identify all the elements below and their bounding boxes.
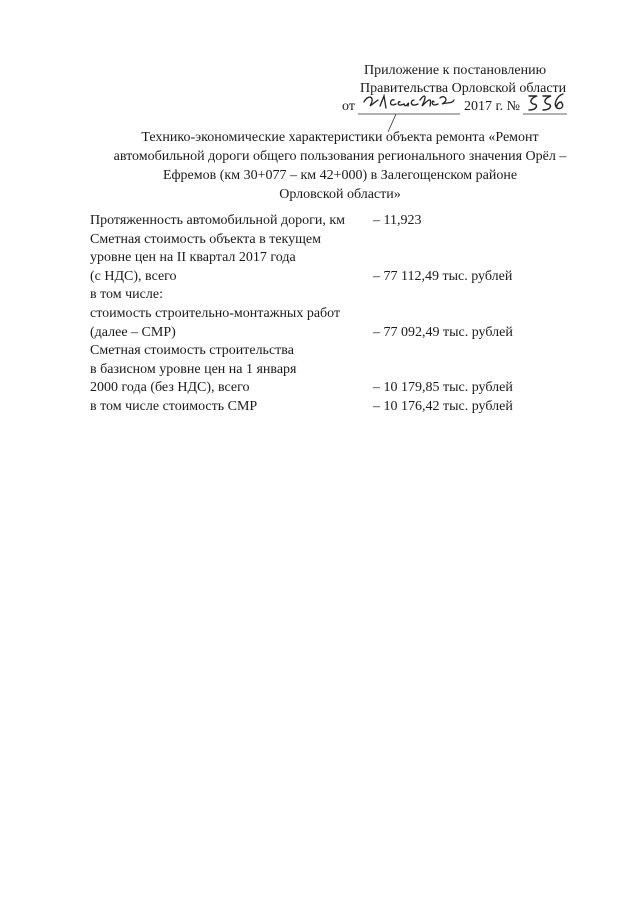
spec-label: уровне цен на II квартал 2017 года — [90, 250, 296, 266]
spec-row — [90, 305, 560, 324]
spec-row — [90, 398, 560, 417]
from-prefix: от — [342, 99, 355, 114]
spec-row — [90, 286, 560, 305]
spec-row — [90, 379, 560, 398]
spec-row — [90, 342, 560, 361]
title-line-1: Технико-экономические характеристики объекта ремонта «Ремонт — [141, 130, 539, 145]
spec-label: Протяженность автомобильной дороги, км — [90, 213, 346, 228]
handwritten-number — [523, 98, 567, 116]
spec-value: – 77 112,49 тыс. рублей — [373, 268, 513, 284]
specs-list — [90, 212, 560, 417]
spec-label: (далее – СМР) — [90, 324, 176, 340]
document-title — [80, 128, 600, 204]
title-line-3: Ефремов (км 30+077 – км 42+000) в Залегощенском районе — [162, 168, 518, 183]
handwritten-number-scribble — [523, 90, 567, 120]
spec-row — [90, 268, 560, 287]
spec-value: – 10 176,42 тыс. рублей — [373, 398, 513, 414]
spec-value: – 10 179,85 тыс. рублей — [373, 380, 513, 396]
attachment-line-2: Правительства Орловской области — [360, 81, 567, 96]
spec-label: в том числе: — [90, 287, 163, 303]
spec-value: – 11,923 — [373, 213, 422, 228]
title-line-2: автомобильной дороги общего пользования регионального значения Орёл – — [113, 149, 567, 164]
spec-row — [90, 249, 560, 268]
title-line-4: Орловской области» — [279, 187, 401, 202]
year-and-number-label: 2017 г. № — [463, 99, 520, 114]
spec-label: в том числе стоимость СМР — [90, 398, 258, 414]
spec-label: Сметная стоимость строительства — [90, 343, 294, 359]
spec-label: в базисном уровне цен на 1 января — [90, 361, 297, 377]
attachment-header — [338, 62, 588, 116]
spec-row — [90, 361, 560, 380]
spec-label: стоимость строительно-монтажных работ — [90, 305, 341, 321]
spec-label: Сметная стоимость объекта в текущем — [90, 231, 321, 247]
spec-label: (с НДС), всего — [90, 268, 177, 284]
spec-row — [90, 324, 560, 343]
spec-label: 2000 года (без НДС), всего — [90, 380, 250, 396]
spec-row — [90, 231, 560, 250]
attachment-line-1: Приложение к постановлению — [364, 63, 547, 78]
spec-row — [90, 212, 560, 231]
spec-value: – 77 092,49 тыс. рублей — [373, 324, 513, 340]
